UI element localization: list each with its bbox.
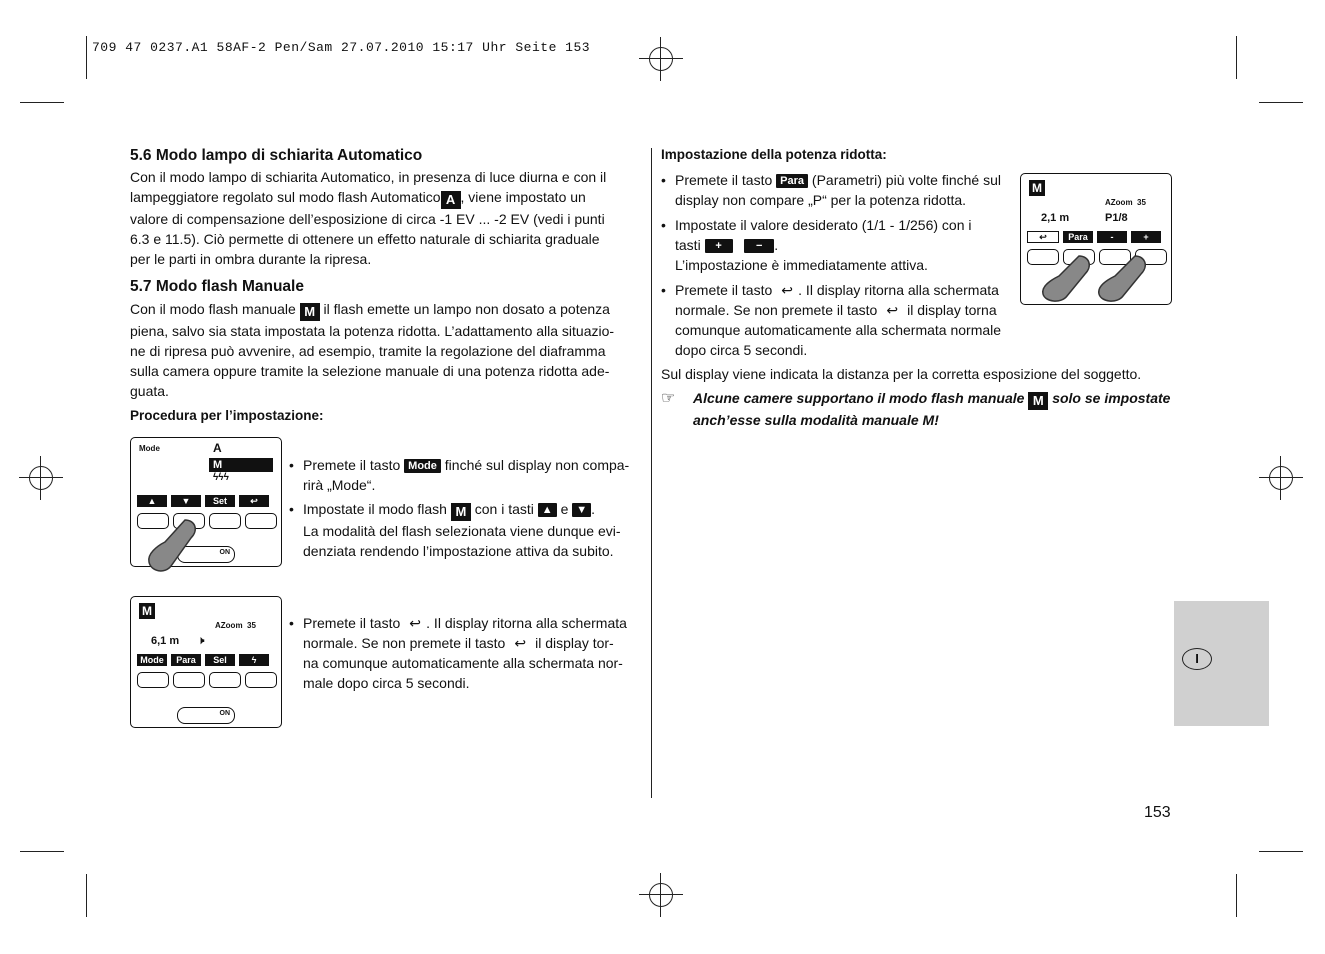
return-arrow-icon: ↩ [1027,231,1059,243]
section-5-6 [130,147,640,269]
speaker-icon: 🕨 [197,633,205,647]
distance-note: Sul display viene indicata la distanza per la corretta esposizione del soggetto. [661,366,1142,382]
section-title: 5.7 Modo flash Manuale [130,278,304,295]
column-divider [651,148,652,798]
flash-icon: ϟ [239,654,269,666]
display-option-a: A [213,441,222,455]
crop-mark [86,36,87,79]
para-key-icon: Para [776,174,808,188]
para-softkey: Para [171,654,201,666]
display-mode-m: M [1029,180,1045,196]
hardware-button[interactable] [209,672,241,688]
section-title: 5.6 Modo lampo di schiarita Automatico [130,147,423,164]
return-arrow-icon: ↩ [514,635,527,651]
crop-mark [1259,102,1303,103]
registration-mark [1259,456,1303,500]
flash-panel-mode-select [130,437,282,567]
reduced-step-3: • Premete il tasto ↩ . Il display ritorna alla schermata normale. Se non premete il tasto ↩ il display torna comunque automaticamente alla schermata normale dopo circa 5 secondi. [661,280,1017,360]
up-triangle-icon: ▲ [538,503,557,517]
return-arrow-icon: ↩ [781,282,794,298]
display-distance: 6,1 m [151,635,180,647]
language-tab [1174,601,1269,726]
mode-m-icon: M [1028,392,1048,410]
registration-mark [19,456,63,500]
procedure-title: Procedura per l’impostazione: [130,408,324,423]
up-triangle-icon: ▲ [137,495,167,507]
display-mode-label: Mode [139,444,160,453]
mode-softkey: Mode [137,654,167,666]
minus-key-icon: − [744,239,774,253]
registration-mark [639,873,683,917]
mode-m-icon: M [300,303,320,321]
softkey-row [1027,231,1161,243]
para-softkey: Para [1063,231,1093,243]
step-1: • Premete il tasto Mode finché sul display non compa- rirà „Mode“. [289,455,649,495]
crop-mark [20,851,64,852]
print-slug: 709 47 0237.A1 58AF-2 Pen/Sam 27.07.2010 15:17 Uhr Seite 153 [92,40,591,55]
return-arrow-icon: ↩ [886,302,899,318]
display-zoom: AZoom 35 [1105,198,1146,207]
reduced-power-steps [661,170,1017,360]
display-power: P1/8 [1105,212,1128,224]
set-softkey: Set [205,495,235,507]
flash-bolts-icon: ϟϟϟ [213,472,229,483]
reduced-step-2: • Impostate il valore desiderato (1/1 - 1/256) con i tasti + − . L’impostazione è immediatamente attiva. [661,215,1017,275]
tip-note: ☞ Alcune camere supportano il modo flash manuale M solo se impostate anch’esse sulla modalità manuale M! [661,390,1171,428]
flash-panel-reduced-power [1020,173,1172,305]
on-switch[interactable]: ON [177,707,235,724]
step-3: • Premete il tasto ↩ . Il display ritorna alla schermata normale. Se non premete il tasto ↩ il display tor- na comunque automaticamente alla schermata nor- male dopo circa 5 secondi. [289,613,649,693]
pointing-hand-icon: ☞ [661,390,676,407]
hardware-button[interactable] [209,513,241,529]
crop-mark [1236,874,1237,917]
on-switch[interactable]: ON [177,546,235,563]
display-mode-m: M [139,603,155,619]
reduced-step-1: • Premete il tasto Para (Parametri) più volte finché sul display non compare „P“ per la potenza ridotta. [661,170,1017,210]
plus-key-icon: + [705,239,733,253]
pointing-finger-icon [1039,252,1149,304]
mode-key-icon: Mode [404,459,441,473]
crop-mark [20,102,64,103]
language-tab-label: I [1182,648,1212,670]
hardware-button[interactable] [137,672,169,688]
softkey-row [137,654,269,666]
hardware-button[interactable] [245,513,277,529]
procedure-steps-2 [289,613,649,693]
procedure-steps-1 [289,455,649,561]
section-5-7 [130,278,640,423]
display-zoom: AZoom 35 [215,621,256,630]
mode-a-icon: A [441,191,461,209]
down-triangle-icon: ▼ [572,503,591,517]
return-arrow-icon: ↩ [409,615,422,631]
display-distance: 2,1 m [1041,212,1070,224]
reduced-power-title: Impostazione della potenza ridotta: [661,147,887,162]
return-arrow-icon: ↩ [239,495,269,507]
hardware-button[interactable] [173,672,205,688]
softkey-row [137,495,269,507]
crop-mark [86,874,87,917]
crop-mark [1236,36,1237,79]
down-triangle-icon: ▼ [171,495,201,507]
plus-softkey: + [1131,231,1161,243]
display-option-m-selected: M [209,458,273,472]
step-2: • Impostate il modo flash M con i tasti ▲ e ▼ . La modalità del flash selezionata viene dunque evi- denziata rendendo l’impostazione attiva da subito. [289,499,649,561]
flash-panel-normal [130,596,282,728]
hardware-button[interactable] [245,672,277,688]
registration-mark [639,37,683,81]
sel-softkey: Sel [205,654,235,666]
page-number: 153 [1144,804,1171,821]
minus-softkey: - [1097,231,1127,243]
paragraph: Con il modo flash manuale M il flash emette un lampo non dosato a potenza piena, salvo sia stata impostata la potenza ridotta. L’adattamento alla situazio- ne di ripresa può avvenire, ad esempio, tramite la regolazione del diaframma sulla camera oppure tramite la selezione manuale di una potenza ridotta ade- guata. [130,301,615,399]
mode-m-icon: M [451,503,471,521]
pointing-finger-icon [145,516,205,576]
crop-mark [1259,851,1303,852]
paragraph: Con il modo lampo di schiarita Automatico, in presenza di luce diurna e con il lampeggiatore regolato sul modo flash Automatico A , viene impostato un valore di compensazione dell’esposizione di circa -1 EV ... -2 EV (vedi i punti 6.3 e 11.5). Ciò permette di ottenere un effetto naturale di schiarita graduale per le parti in ombra durante la ripresa. [130,169,607,267]
